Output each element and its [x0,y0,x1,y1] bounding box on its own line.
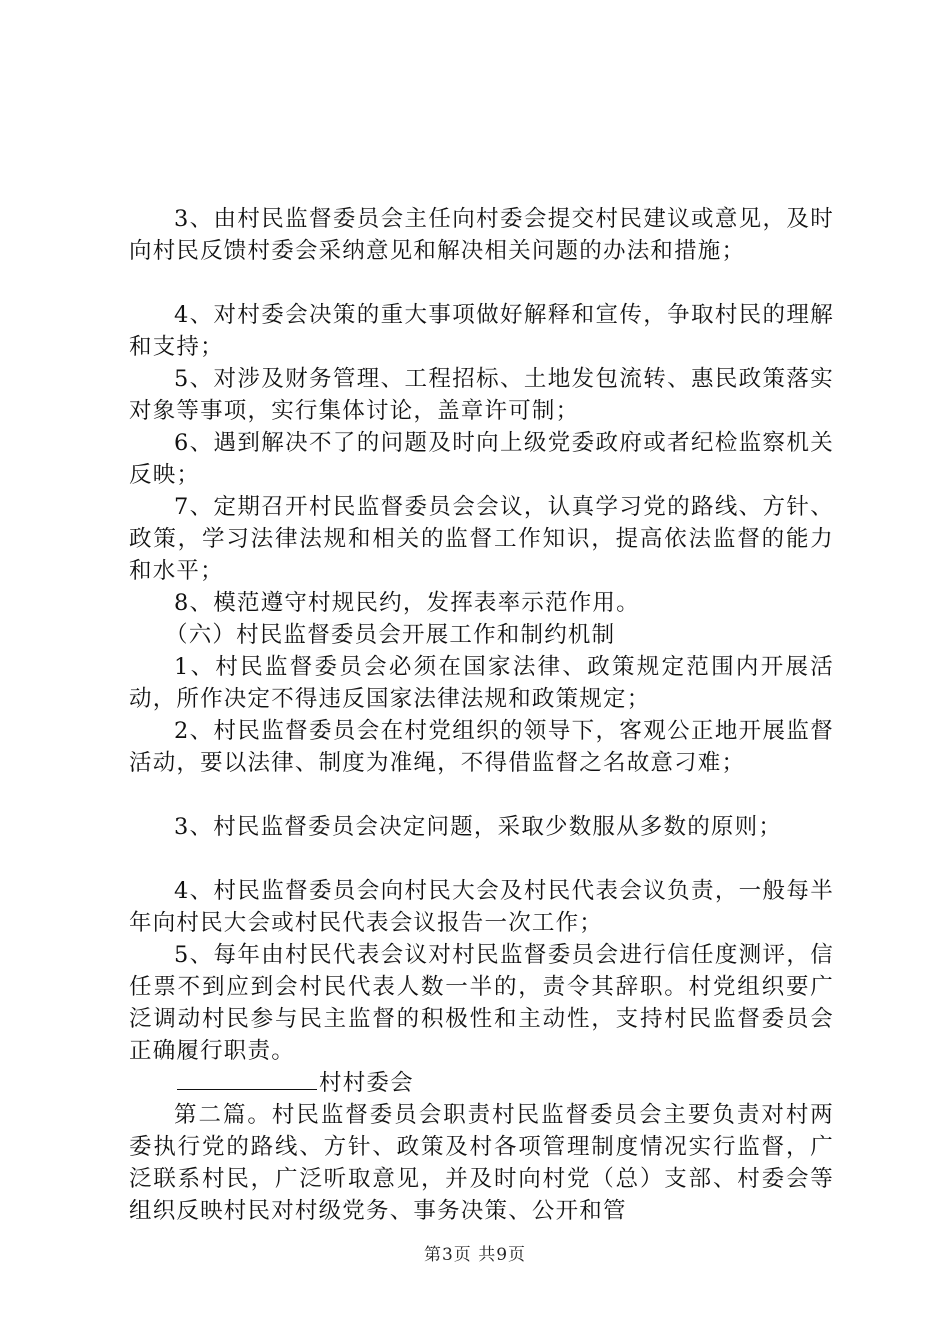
section-heading: （六）村民监督委员会开展工作和制约机制 [165,622,616,648]
page-footer [0,1244,950,1266]
signature-line [129,1067,834,1099]
next-section-paragraph: 第二篇。村民监督委员会职责村民监督委员会主要负责对村两委执行党的路线、方针、政策及村各项管理制度情况实行监督，广泛联系村民，广泛听取意见，并及时向村党（总）支部、村委会等组织反映村民对村级党务、事务决策、公开和管 [129,1102,834,1224]
document-body [129,203,834,1227]
paragraph-item-6: 6、遇到解决不了的问题及时向上级党委政府或者纪检监察机关反映； [129,430,834,488]
mechanism-item-3: 3、村民监督委员会决定问题，采取少数服从多数的原则； [174,814,783,840]
paragraph-item-4: 4、对村委会决策的重大事项做好解释和宣传，争取村民的理解和支持； [129,302,834,360]
signature-blank [177,1067,317,1090]
page-number: 第3页 共9页 [423,1245,527,1265]
mechanism-item-5: 5、每年由村民代表会议对村民监督委员会进行信任度测评，信任票不到应到会村民代表人数一半的，责令其辞职。村党组织要广泛调动村民参与民主监督的积极性和主动性，支持村民监督委员会正确履行职责。 [129,942,834,1064]
paragraph-item-8: 8、模范遵守村规民约，发挥表率示范作用。 [174,590,640,616]
mechanism-item-4: 4、村民监督委员会向村民大会及村民代表会议负责，一般每半年向村民大会或村民代表会议报告一次工作； [129,878,834,936]
signature-text: 村村委会 [319,1070,414,1096]
paragraph-item-3: 3、由村民监督委员会主任向村委会提交村民建议或意见，及时向村民反馈村委会采纳意见和解决相关问题的办法和措施； [129,206,834,264]
paragraph-item-7: 7、定期召开村民监督委员会会议，认真学习党的路线、方针、政策，学习法律法规和相关的监督工作知识，提高依法监督的能力和水平； [129,494,834,584]
paragraph-item-5: 5、对涉及财务管理、工程招标、土地发包流转、惠民政策落实对象等事项，实行集体讨论，盖章许可制； [129,366,834,424]
mechanism-item-2: 2、村民监督委员会在村党组织的领导下，客观公正地开展监督活动，要以法律、制度为准绳，不得借监督之名故意刁难； [129,718,834,776]
mechanism-item-1: 1、村民监督委员会必须在国家法律、政策规定范围内开展活动，所作决定不得违反国家法律法规和政策规定； [129,654,834,712]
